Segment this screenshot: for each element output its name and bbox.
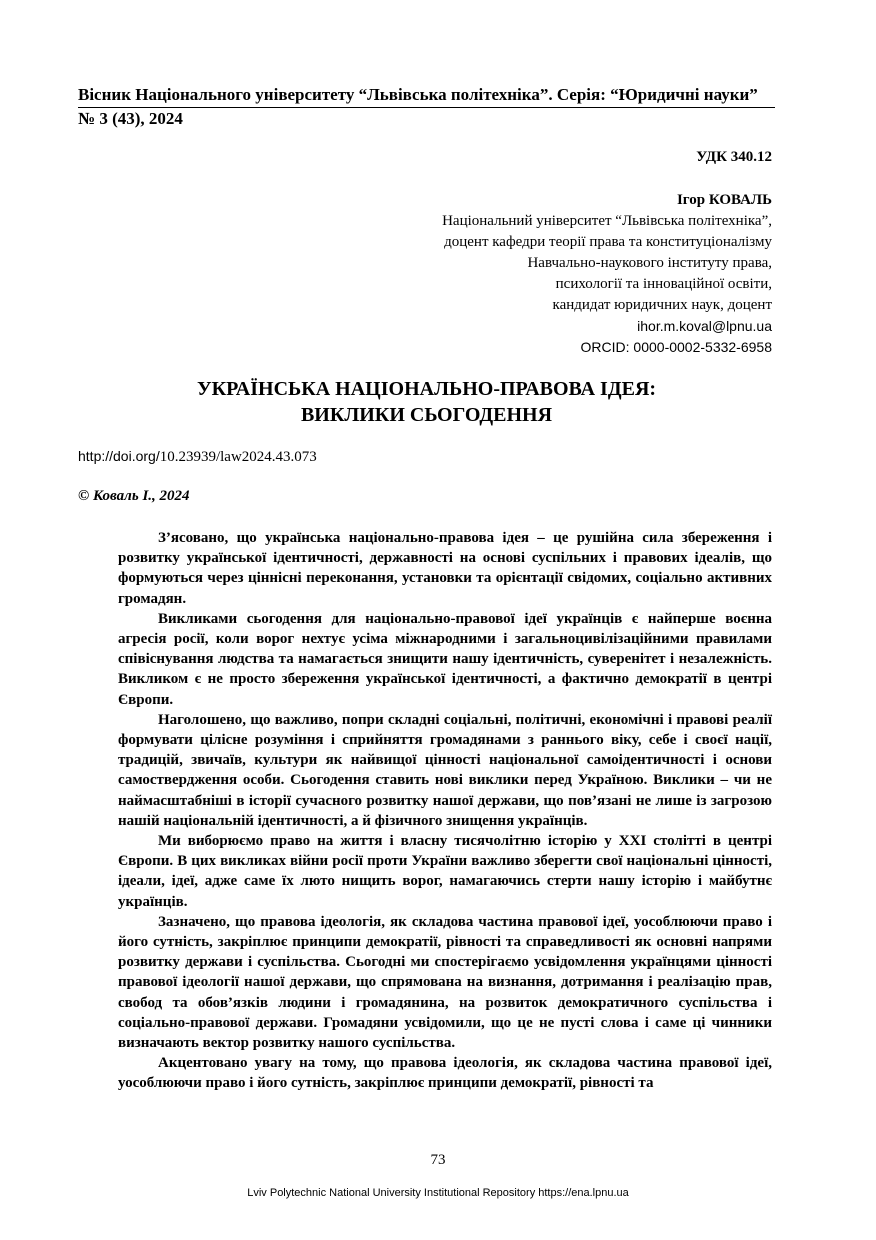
copyright-notice: © Коваль І., 2024	[78, 488, 190, 504]
affiliation-line: психології та інноваційної освіти,	[555, 276, 772, 292]
affiliation-line: кандидат юридичних наук, доцент	[552, 297, 772, 313]
author-orcid: ORCID: 0000-0002-5332-6958	[580, 339, 772, 355]
abstract	[118, 528, 772, 1094]
doi-link[interactable]	[78, 447, 317, 466]
abstract-paragraph: З’ясовано, що українська національно-правова ідея – це рушійна сила збереження і розвитку української ідентичності, державності на основі суспільних і правових ідеалів, що формуються через ціннісні переконання, установки та орієнтації свідомих, соціально активних громадян.	[118, 530, 772, 607]
abstract-paragraph: Акцентовано увагу на тому, що правова ідеологія, як складова частина правової ідеї, уособлюючи право і його сутність, закріплює принципи демократії, рівності та	[118, 1055, 772, 1092]
abstract-paragraph: Ми виборюємо право на життя і власну тисячолітню історію у XXI столітті в центрі Європи. В цих викликах війни росії проти України важливо зберегти свої національні цінності, ідеали, ідеї, адже саме їх люто нищить ворог, намагаючись стерти нашу історію і майбутнє українців.	[118, 833, 772, 910]
abstract-paragraph: Наголошено, що важливо, попри складні соціальні, політичні, економічні і правові реалії формувати цілісне розуміння і сприйняття громадянами з раннього віку, себе і своєї нації, традицій, звичаїв, культури як найвищої цінності національної самоідентичності і основи самоствердження особи. Сьогодення ставить нові виклики перед Україною. Виклики – чи не наймасштабніші в історії сучасного розвитку нашої держави, що пов’язані не лише із загрозою нашій національній ідентичності, а й фізичного знищення українців.	[118, 711, 772, 829]
udc-code: УДК 340.12	[696, 149, 772, 165]
doi-prefix: http://doi.org/	[78, 448, 160, 464]
affiliation-line: Навчально-наукового інституту права,	[527, 255, 772, 271]
title-line: ВИКЛИКИ СЬОГОДЕННЯ	[300, 404, 553, 426]
journal-title: Вісник Національного університету “Львівська політехніка”. Серія: “Юридичні науки”	[78, 84, 775, 108]
article-title	[78, 376, 775, 428]
author-name: Ігор КОВАЛЬ	[676, 192, 772, 208]
page-number: 73	[430, 1152, 446, 1168]
doi-suffix: 10.23939/law2024.43.073	[159, 449, 317, 465]
author-email[interactable]: ihor.m.koval@lpnu.ua	[637, 318, 772, 334]
affiliation-line: доцент кафедри теорії права та конституціоналізму	[444, 234, 772, 250]
repository-footer: Lviv Polytechnic National University Institutional Repository https://ena.lpnu.ua	[247, 1187, 629, 1199]
issue-number: № 3 (43), 2024	[78, 109, 183, 128]
abstract-paragraph: Зазначено, що правова ідеологія, як складова частина правової ідеї, уособлюючи право і його сутність, закріплює принципи демократії, рівності та справедливості як основні напрями розвитку держави і суспільства. Сьогодні ми спостерігаємо усвідомлення українцями цінності правової ідеології нашої держави, що спрямована на визнання, дотримання і реалізацію прав, свобод та обов’язків людини і громадянина, на розвиток демократичного суспільства і соціально-правової держави. Громадяни усвідомили, що це не пусті слова і саме ці чинники визначають вектор розвитку нашого суспільства.	[118, 913, 772, 1052]
affiliation-line: Національний університет “Львівська політехніка”,	[442, 213, 772, 229]
title-line: УКРАЇНСЬКА НАЦІОНАЛЬНО-ПРАВОВА ІДЕЯ:	[196, 378, 657, 400]
abstract-paragraph: Викликами сьогодення для національно-правової ідеї українців є найперше воєнна агресія росії, коли ворог нехтує усіма міжнародними і загальноцивілізаційними правилами співіснування людства та намагається знищити нашу ідентичність, суверенітет і незалежність. Викликом є не просто збереження української ідентичності, а фактично демократії в центрі Європи.	[118, 610, 772, 708]
author-block	[272, 190, 772, 358]
